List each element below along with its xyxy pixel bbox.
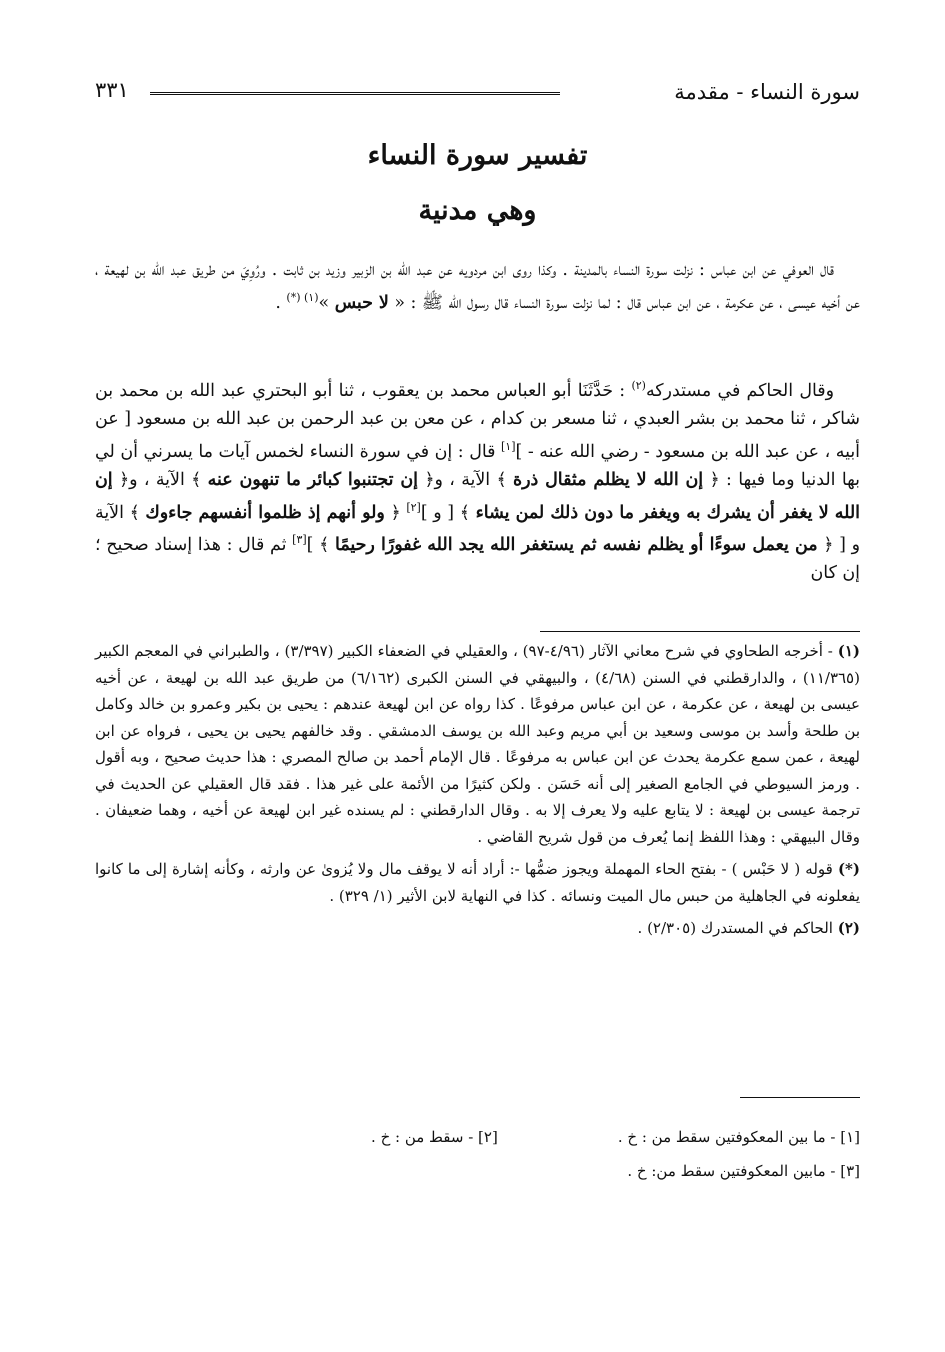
surah-title: تفسير سورة النساء: [367, 140, 588, 171]
p2-t4: ﴾ الآية ، و﴿: [417, 469, 514, 490]
paragraph-2: [95, 372, 860, 587]
book-page: [95, 0, 860, 1352]
footnote-2-label: (٢): [837, 919, 860, 937]
p1-footnote-marks: (١) (*): [286, 291, 319, 304]
p1-end: .: [275, 292, 287, 313]
verse-1: إن الله لا يظلم مثقال ذرة: [513, 469, 704, 490]
footnotes: [95, 638, 860, 948]
p2-mark-3: [٢]: [406, 500, 421, 514]
verse-3: إن الله لا يغفر أن يشرك به ويغفر ما دون ذلك لمن يشاء: [95, 469, 860, 523]
p1-text-a: قال العوفي عن ابن عباس : نزلت سورة النساء بالمدينة . وكذا روى ابن مردويه عن عبد الله بن الزبير وزيد بن ثابت . ورُوِيَ من طريق عبد الله بن لهيعة ، عن أخيه عيسى ، عن عكرمة ، عن ابن عباس قال : لما نزلت سورة النساء قال رسول الله ﷺ : «: [95, 260, 860, 313]
footnote-2: [95, 915, 860, 942]
p2-t8: ﴾ الآية و [ ﴿: [95, 502, 861, 556]
running-header: [95, 78, 860, 108]
footnote-1: [95, 638, 860, 850]
p2-mark-4: [٣]: [292, 533, 307, 547]
p2-mark-1: (٢): [631, 379, 646, 392]
p2-t3: قال : إن في سورة النساء لخمس آيات ما يسرني أن لي بها الدنيا وما فيها : ﴿: [95, 441, 860, 490]
footnote-1-label: (١): [837, 642, 860, 660]
page-number: ٣٣١: [95, 78, 129, 102]
footnote-star-label: (*): [837, 860, 860, 878]
surah-subtitle: وهي مدنية: [418, 195, 537, 226]
running-title: سورة النساء - مقدمة: [674, 80, 860, 104]
footnote-separator: [540, 631, 860, 632]
editorial-note-2: [٢] - سقط من : خ .: [371, 1128, 498, 1146]
p2-mark-2: [١]: [501, 439, 516, 453]
editorial-notes: [95, 1120, 860, 1188]
p2-t2: : حَدَّثَنَا أبو العباس محمد بن يعقوب ، ثنا أبو البحتري عبد الله بن محمد بن شاكر ، ثنا محمد بن بشر العبدي ، ثنا مسعر بن كدام ، عن معن بن عبد الرحمن بن عبد الله بن مسعود [ عن أبيه ، عن عبد الله بن مسعود - رضي الله عنه - ]: [95, 380, 860, 462]
footnote-1-text: - أخرجه الطحاوي في شرح معاني الآثار (٤/٩٦-٩٧) ، والعقيلي في الضعفاء الكبير (٣/٣٩٧) ، والطبراني في المعجم الكبير (١١/٣٦٥) ، والدارقطني في السنن (٤/٦٨) ، والبيهقي في السنن الكبرى (٦/١٦٢) من طريق عبد الله بن لهيعة ، عن أخيه عيسى بن لهيعة ، عن عكرمة ، عن ابن عباس مرفوعًا . كذا رواه عن ابن لهيعة عندهم : يحيى بن بكير وعمرو بن خالد وكامل بن طلحة وأسد بن موسى وسعيد بن أبي مريم وعبد الله بن يوسف الدمشقي . وقد خالفهم يحيى بن يحيى ، فرواه عن ابن لهيعة ، عمن سمع عكرمة يحدث عن ابن عباس به مرفوعًا . قال الإمام أحمد بن صالح المصري : هذا حديث صحيح ، وبه أقول . ورمز السيوطي في الجامع الصغير إلى أنه حَسَن . ولكن كثيرًا من الأئمة على غير هذا . فقد قال العقيلي عن الحديث في ترجمة عيسى بن لهيعة : لا يتابع عليه ولا يعرف إلا به . وقال الدارقطني : لم يسنده غير ابن لهيعة عن أخيه ، وهما ضعيفان . وقال البيهقي : وهذا اللفظ إنما يُعرف من قول شريح القاضي .: [95, 642, 860, 846]
p2-t9: ﴾ ]: [306, 535, 336, 556]
p2-t10: ثم قال : هذا إسناد صحيح ؛ إن كان: [95, 535, 860, 584]
editorial-notes-separator: [740, 1097, 860, 1098]
verse-4: ولو أنهم إذ ظلموا أنفسهم جاءوك: [145, 502, 385, 523]
p2-t6: ﴾ [ و ]: [420, 502, 476, 523]
p1-text-b: »: [318, 292, 335, 313]
paragraph-1: [95, 256, 860, 317]
p1-bold-quote: لا حبس: [334, 292, 389, 313]
verse-5: من يعمل سوءًا أو يظلم نفسه ثم يستغفر الله يجد الله غفورًا رحيمًا: [335, 535, 818, 556]
editorial-note-1: [١] - ما بين المعكوفتين سقط من : خ .: [617, 1128, 860, 1146]
header-rule: [150, 92, 560, 95]
p2-t5: ﴾ الآية ، و﴿: [112, 469, 208, 490]
p2-t1: وقال الحاكم في مستدركه: [645, 380, 834, 401]
footnote-star-text: قوله ( لا حَبْس ) - بفتح الحاء المهملة ويجوز ضمُّها -: أراد أنه لا يوقف مال ولا يُزوىٰ عن وارثه ، وكأنه إشارة إلى ما كانوا يفعلونه في الجاهلية من حبس مال الميت ونسائه . كذا في النهاية لابن الأثير (١/ ٣٢٩) .: [95, 860, 860, 905]
p2-t7: ﴿: [384, 502, 407, 523]
footnote-2-text: الحاكم في المستدرك (٢/٣٠٥) .: [637, 919, 838, 937]
verse-2: إن تجتنبوا كبائر ما تنهون عنه: [207, 469, 418, 490]
footnote-star: [95, 856, 860, 909]
editorial-note-3: [٣] - مابين المعكوفتين سقط من: خ .: [627, 1162, 860, 1180]
editorial-notes-row: [95, 1120, 860, 1154]
